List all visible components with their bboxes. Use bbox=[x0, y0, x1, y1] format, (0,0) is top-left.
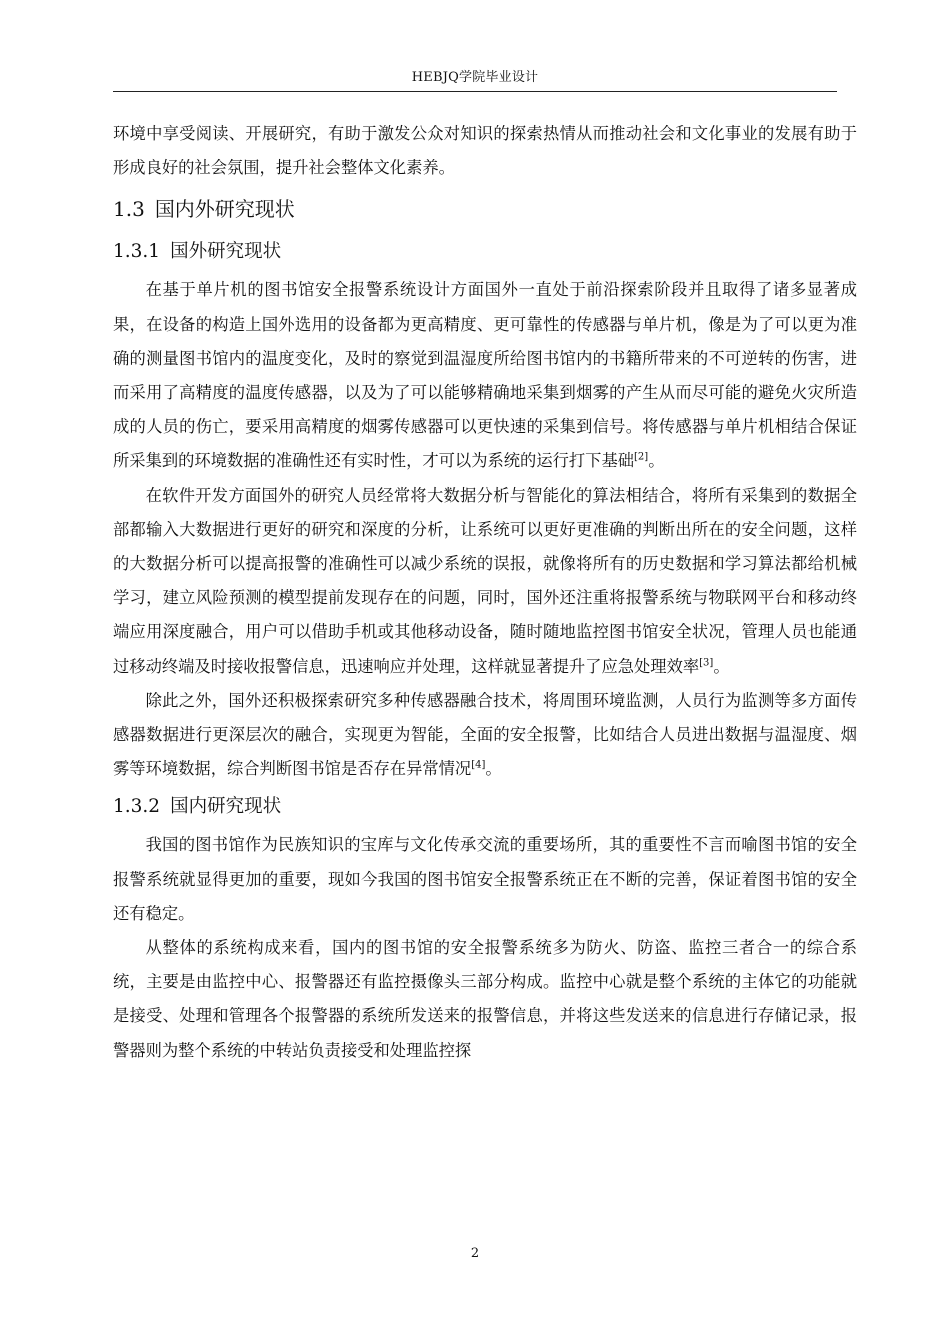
subsection-heading-1-3-1 bbox=[113, 233, 857, 271]
section-title: 国内外研究现状 bbox=[154, 197, 295, 222]
paragraph-end: 。 bbox=[485, 759, 502, 779]
subsection-number: 1.3.1 bbox=[113, 241, 161, 263]
paragraph-text: 除此之外，国外还积极探索研究多种传感器融合技术，将周围环境监测，人员行为监测等多方面传感器数据进行更深层次的融合，实现更为智能，全面的安全报警，比如结合人员进出数据与温湿度、烟雾等环境数据，综合判断图书馆是否存在异常情况 bbox=[113, 690, 857, 779]
paragraph-end: 。 bbox=[648, 451, 665, 471]
subsection-title: 国外研究现状 bbox=[170, 241, 282, 263]
section-heading-1-3 bbox=[113, 189, 857, 229]
citation-ref: [3] bbox=[699, 657, 714, 669]
citation-ref: [2] bbox=[634, 452, 649, 463]
subsection-heading-1-3-2 bbox=[113, 788, 857, 826]
subsection-number: 1.3.2 bbox=[113, 796, 161, 818]
paragraph-hardware bbox=[113, 273, 857, 478]
paragraph-text: 在软件开发方面国外的研究人员经常将大数据分析与智能化的算法相结合，将所有采集到的数据全部都输入大数据进行更好的研究和深度的分析，让系统可以更好更准确的判断出所在的安全问题，这样的大数据分析可以提高报警的准确性可以减少系统的误报，就像将所有的历史数据和学习算法都给机械学习，建立风险预测的模型提前发现存在的问题，同时，国外还注重将报警系统与物联网平台和移动终端应用深度融合，用户可以借助手机或其他移动设备，随时随地监控图书馆安全状况，管理人员也能通过移动终端及时接收报警信息，迅速响应并处理，这样就显著提升了应急处理效率 bbox=[113, 485, 857, 676]
document-body bbox=[113, 117, 857, 1068]
paragraph-continued: 环境中享受阅读、开展研究，有助于激发公众对知识的探索热情从而推动社会和文化事业的发展有助于形成良好的社会氛围，提升社会整体文化素养。 bbox=[113, 124, 857, 178]
subsection-title: 国内研究现状 bbox=[170, 796, 282, 818]
paragraph-domestic-intro: 我国的图书馆作为民族知识的宝库与文化传承交流的重要场所，其的重要性不言而喻图书馆的安全报警系统就显得更加的重要，现如今我国的图书馆安全报警系统正在不断的完善，保证着图书馆的安全还有稳定。 bbox=[113, 835, 857, 923]
citation-ref: [4] bbox=[471, 759, 486, 771]
page-number: 2 bbox=[470, 1246, 480, 1261]
paragraph-sensor-fusion bbox=[113, 684, 857, 787]
page-header: HEBJQ学院毕业设计 bbox=[411, 70, 539, 85]
paragraph-end: 。 bbox=[713, 656, 730, 676]
paragraph-system-structure: 从整体的系统构成来看，国内的图书馆的安全报警系统多为防火、防盗、监控三者合一的综合系统，主要是由监控中心、报警器还有监控摄像头三部分构成。监控中心就是整个系统的主体它的功能就是接受、处理和管理各个报警器的系统所发送来的报警信息，并将这些发送来的信息进行存储记录，报警器则为整个系统的中转站负责接受和处理监控探 bbox=[113, 938, 857, 1060]
paragraph-text: 在基于单片机的图书馆安全报警系统设计方面国外一直处于前沿探索阶段并且取得了诸多显著成果，在设备的构造上国外选用的设备都为更高精度、更可靠性的传感器与单片机，像是为了可以更为准确的测量图书馆内的温度变化，及时的察觉到温湿度所给图书馆内的书籍所带来的不可逆转的伤害，进而采用了高精度的温度传感器，以及为了可以能够精确地采集到烟雾的产生从而尽可能的避免火灾所造成的人员的伤亡，要采用高精度的烟雾传感器可以更快速的采集到信号。将传感器与单片机相结合保证所采集到的环境数据的准确性还有实时性，才可以为系统的运行打下基础 bbox=[113, 280, 857, 471]
paragraph-software bbox=[113, 479, 857, 684]
header-rule bbox=[113, 91, 837, 92]
section-number: 1.3 bbox=[113, 197, 145, 222]
